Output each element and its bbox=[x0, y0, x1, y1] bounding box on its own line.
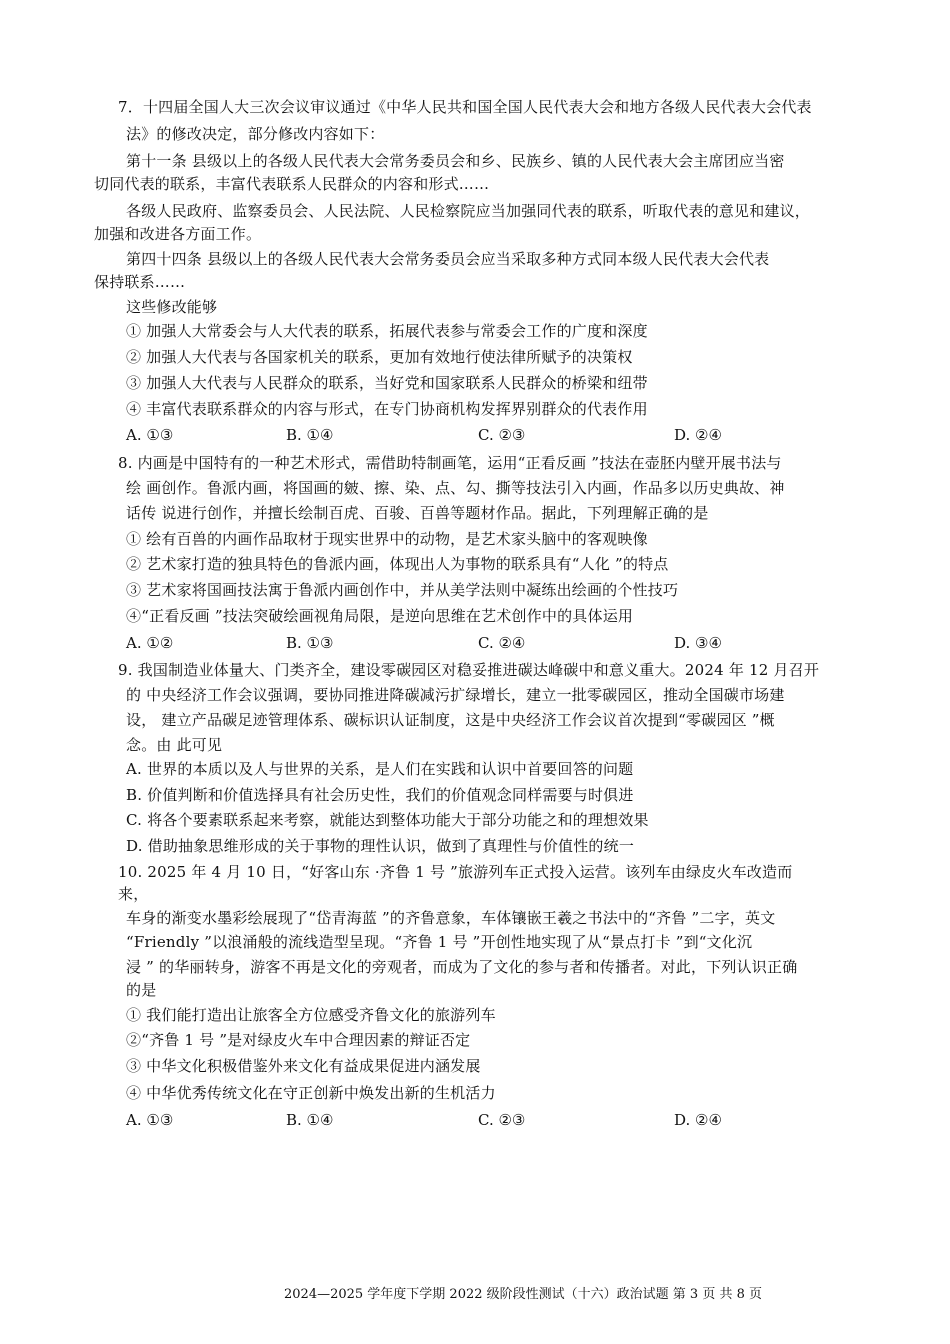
q7-stem-line-1: 7．十四届全国人大三次会议审议通过《中华人民共和国全国人民代表大会和地方各级人民代表大会代表 bbox=[118, 98, 812, 116]
q8-option-b: B. ①③ bbox=[286, 634, 334, 652]
q8-item-1: ① 绘有百兽的内画作品取材于现实世界中的动物，是艺术家头脑中的客观映像 bbox=[126, 530, 648, 548]
q7-stem-line-2: 法》的修改决定，部分修改内容如下： bbox=[126, 125, 385, 143]
q7-quote-para3-line-2: 保持联系…… bbox=[94, 273, 186, 291]
q7-item-4: ④ 丰富代表联系群众的内容与形式，在专门协商机构发挥界别群众的代表作用 bbox=[126, 400, 648, 418]
q7-options bbox=[126, 425, 826, 445]
q7-quote-para1-line-2: 切同代表的联系，丰富代表联系人民群众的内容和形式…… bbox=[94, 175, 490, 193]
q8-stem-line-2: 绘 画创作。鲁派内画，将国画的皴、擦、染、点、勾、撕等技法引入内画，作品多以历史典故、神 bbox=[126, 479, 785, 497]
q8-options bbox=[126, 633, 826, 653]
q10-options bbox=[126, 1110, 826, 1130]
q8-stem-line-1: 8. 内画是中国特有的一种艺术形式，需借助特制画笔，运用“正看反画 ”技法在壶胚内壁开展书法与 bbox=[118, 454, 782, 472]
q10-stem-line-2: 来， bbox=[118, 885, 149, 903]
q7-quote-para3-line-1: 第四十四条 县级以上的各级人民代表大会常务委员会应当采取多种方式同本级人民代表大会代表 bbox=[126, 250, 770, 268]
q8-stem-line-3: 话传 说进行创作，并擅长绘制百虎、百骏、百兽等题材作品。据此，下列理解正确的是 bbox=[126, 504, 709, 522]
q10-stem-line-4: “Friendly ”以浪涌般的流线造型呈现。“齐鲁 1 号 ”开创性地实现了从“景点打卡 ”到“文化沉 bbox=[126, 933, 753, 951]
q7-option-a: A. ①③ bbox=[126, 426, 174, 444]
q9-stem-line-1: 9. 我国制造业体量大、门类齐全，建设零碳园区对稳妥推进碳达峰碳中和意义重大。2024 年 12 月召开 bbox=[118, 661, 820, 679]
q10-item-2: ②“齐鲁 1 号 ”是对绿皮火车中合理因素的辩证否定 bbox=[126, 1031, 471, 1049]
q7-item-3: ③ 加强人大代表与人民群众的联系，当好党和国家联系人民群众的桥梁和纽带 bbox=[126, 374, 648, 392]
q7-quote-para1-line-1: 第十一条 县级以上的各级人民代表大会常务委员会和乡、民族乡、镇的人民代表大会主席团应当密 bbox=[126, 152, 785, 170]
q9-option-c: C. 将各个要素联系起来考察，就能达到整体功能大于部分功能之和的理想效果 bbox=[126, 811, 649, 829]
q10-item-3: ③ 中华文化积极借鉴外来文化有益成果促进内涵发展 bbox=[126, 1057, 481, 1075]
q10-option-b: B. ①④ bbox=[286, 1111, 334, 1129]
q7-quote-para2-line-1: 各级人民政府、监察委员会、人民法院、人民检察院应当加强同代表的联系，听取代表的意见和建议， bbox=[126, 202, 811, 220]
q10-option-a: A. ①③ bbox=[126, 1111, 174, 1129]
q9-option-d: D. 借助抽象思维形成的关于事物的理性认识，做到了真理性与价值性的统一 bbox=[126, 837, 635, 855]
q10-stem-line-6: 的是 bbox=[126, 981, 157, 999]
q10-option-d: D. ②④ bbox=[674, 1111, 722, 1129]
q9-stem-line-4: 念。由 此可见 bbox=[126, 736, 223, 754]
q7-option-c: C. ②③ bbox=[478, 426, 526, 444]
q7-item-2: ② 加强人大代表与各国家机关的联系，更加有效地行使法律所赋予的决策权 bbox=[126, 348, 633, 366]
q7-option-b: B. ①④ bbox=[286, 426, 334, 444]
q7-item-1: ① 加强人大常委会与人大代表的联系，拓展代表参与常委会工作的广度和深度 bbox=[126, 322, 648, 340]
q7-option-d: D. ②④ bbox=[674, 426, 722, 444]
q10-option-c: C. ②③ bbox=[478, 1111, 526, 1129]
q10-stem-line-1: 10. 2025 年 4 月 10 日，“好客山东 ·齐鲁 1 号 ”旅游列车正式投入运营。该列车由绿皮火车改造而 bbox=[118, 863, 793, 881]
q10-stem-line-5: 浸 ” 的华丽转身，游客不再是文化的旁观者，而成为了文化的参与者和传播者。对此，下列认识正确 bbox=[126, 958, 798, 976]
q8-option-a: A. ①② bbox=[126, 634, 174, 652]
q8-item-3: ③ 艺术家将国画技法寓于鲁派内画创作中，并从美学法则中凝练出绘画的个性技巧 bbox=[126, 581, 679, 599]
q8-option-d: D. ③④ bbox=[674, 634, 722, 652]
q9-option-b: B. 价值判断和价值选择具有社会历史性，我们的价值观念同样需要与时俱进 bbox=[126, 786, 634, 804]
q7-lead: 这些修改能够 bbox=[126, 298, 218, 316]
q8-option-c: C. ②④ bbox=[478, 634, 526, 652]
q8-item-4: ④“正看反画 ”技法突破绘画视角局限，是逆向思维在艺术创作中的具体运用 bbox=[126, 607, 634, 625]
q7-quote-para2-line-2: 加强和改进各方面工作。 bbox=[94, 225, 262, 243]
q8-item-2: ② 艺术家打造的独具特色的鲁派内画，体现出人为事物的联系具有“人化 ”的特点 bbox=[126, 555, 669, 573]
q9-stem-line-3: 设， 建立产品碳足迹管理体系、碳标识认证制度，这是中央经济工作会议首次提到“零碳园区 ”概 bbox=[126, 711, 775, 729]
q9-stem-line-2: 的 中央经济工作会议强调，要协同推进降碳减污扩绿增长，建立一批零碳园区，推动全国碳市场建 bbox=[126, 686, 785, 704]
page-footer: 2024—2025 学年度下学期 2022 级阶段性测试（十六）政治试题 第 3 页 共 8 页 bbox=[284, 1287, 762, 1302]
q10-item-4: ④ 中华优秀传统文化在守正创新中焕发出新的生机活力 bbox=[126, 1084, 496, 1102]
q10-stem-line-3: 车身的渐变水墨彩绘展现了“岱青海蓝 ”的齐鲁意象，车体镶嵌王羲之书法中的“齐鲁 ”二字，英文 bbox=[126, 909, 776, 927]
q10-item-1: ① 我们能打造出让旅客全方位感受齐鲁文化的旅游列车 bbox=[126, 1006, 496, 1024]
q9-option-a: A. 世界的本质以及人与世界的关系，是人们在实践和认识中首要回答的问题 bbox=[126, 760, 634, 778]
